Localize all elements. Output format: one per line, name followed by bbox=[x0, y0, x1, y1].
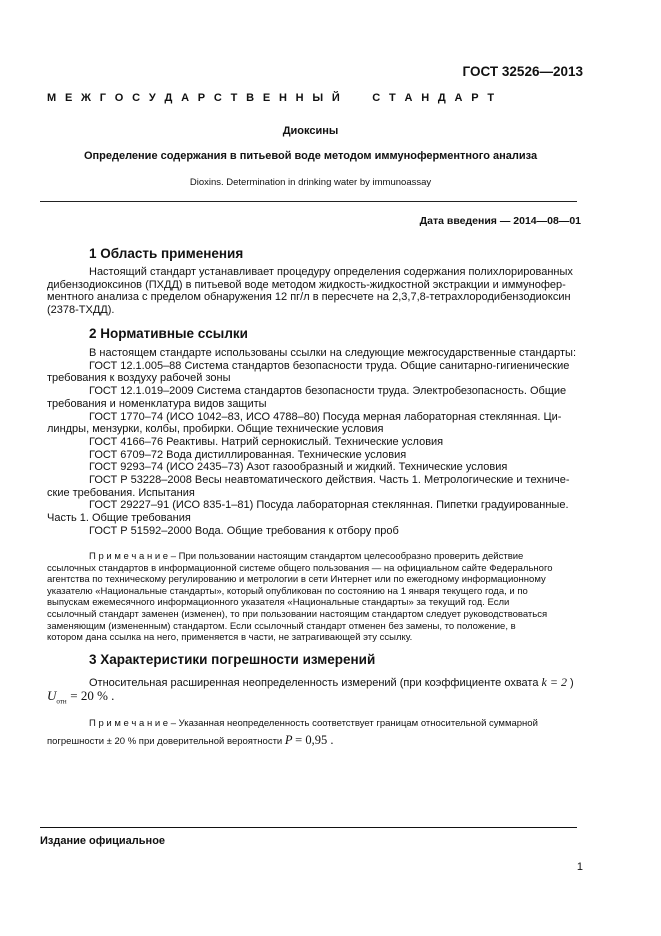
section-3-heading: 3 Характеристики погрешности измерений bbox=[89, 652, 376, 667]
reference-line: ГОСТ 12.1.005–88 Система стандартов безопасности труда. Общие санитарно-гигиенические bbox=[89, 359, 570, 372]
note-line: агентства по техническому регулированию и метрологии в сети Интернет или по ежегодному информационному bbox=[47, 574, 546, 586]
section-2-heading: 2 Нормативные ссылки bbox=[89, 326, 248, 341]
reference-line: требования и номенклатура видов защиты bbox=[47, 397, 267, 410]
p-value: = 0,95 . bbox=[295, 732, 334, 747]
note-line: погрешности ± 20 % при доверительной вероятности P = 0,95 . bbox=[47, 732, 334, 747]
u-value: = 20 % . bbox=[70, 688, 115, 703]
uncertainty-formula bbox=[47, 688, 114, 706]
reference-line: В настоящем стандарте использованы ссылки на следующие межгосударственные стандарты: bbox=[89, 347, 577, 359]
note-line: заменяющим (измененным) стандартом. Если ссылочный стандарт отменен без замены, то положение, в bbox=[47, 620, 516, 632]
u-symbol: U bbox=[47, 688, 57, 703]
uncertainty-line: Относительная расширенная неопределенность измерений (при коэффициенте охвата k = 2 ) bbox=[89, 675, 574, 689]
title-divider bbox=[40, 201, 577, 202]
page-number: 1 bbox=[576, 861, 583, 873]
footer-divider bbox=[40, 827, 577, 828]
reference-line: ГОСТ 9293–74 (ИСО 2435–73) Азот газообразный и жидкий. Технические условия bbox=[89, 461, 508, 474]
reference-line: ГОСТ Р 53228–2008 Весы неавтоматического действия. Часть 1. Метрологические и техниче- bbox=[89, 474, 570, 487]
section-1-line: Настоящий стандарт устанавливает процедуру определения содержания полихлорированных bbox=[89, 266, 573, 278]
note-line: ссылочных стандартов в информационной системе общего пользования — на официальном сайте Федерального bbox=[47, 562, 553, 574]
section-2-note bbox=[47, 551, 584, 644]
reference-line: ГОСТ 12.1.019–2009 Система стандартов безопасности труда. Электробезопасность. Общие bbox=[89, 385, 567, 398]
reference-line: ГОСТ 29227–91 (ИСО 835-1–81) Посуда лабораторная стеклянная. Пипетки градуированные. bbox=[89, 499, 569, 512]
document-title: Диоксины bbox=[282, 125, 339, 137]
note-line: П р и м е ч а н и е – При пользовании настоящим стандартом целесообразно проверить действие bbox=[89, 551, 524, 562]
reference-line: ГОСТ 1770–74 (ИСО 1042–83, ИСО 4788–80) Посуда мерная лабораторная стеклянная. Ци- bbox=[89, 410, 562, 423]
note-line: котором дана ссылка на него, применяется в части, не затрагивающей эту ссылку. bbox=[47, 632, 413, 644]
section-1-line: (2378-ТХДД). bbox=[47, 304, 115, 317]
p-symbol: P bbox=[284, 732, 293, 747]
section-2-references bbox=[47, 347, 584, 538]
note-line: указателю «Национальные стандарты», который опубликован по состоянию на 1 января текущего года, и по bbox=[47, 585, 528, 597]
reference-line: Часть 1. Общие требования bbox=[47, 512, 191, 525]
note-label: П р и м е ч а н и е bbox=[89, 551, 169, 562]
section-1-line: ментного анализа с пределом обнаружения 12 пг/л в пересчете на 2,3,7,8-тетрахлородибензодиоксин bbox=[47, 291, 571, 304]
section-1-line: дибензодиоксинов (ПХДД) в питьевой воде методом жидкость-жидкостной экстракции и иммунофер- bbox=[47, 278, 566, 291]
reference-line: требования к воздуху рабочей зоны bbox=[47, 372, 231, 385]
u-subscript: отн bbox=[56, 697, 67, 706]
document-subtitle: Определение содержания в питьевой воде методом иммуноферментного анализа bbox=[83, 150, 538, 162]
note-label: П р и м е ч а н и е bbox=[89, 718, 169, 729]
reference-line: ГОСТ 4166–76 Реактивы. Натрий сернокислый. Технические условия bbox=[89, 435, 444, 448]
standard-number: ГОСТ 32526—2013 bbox=[462, 64, 583, 79]
standard-type: М Е Ж Г О С У Д А Р С Т В Е Н Н Ы Й С Т А Н Д А Р Т bbox=[47, 92, 497, 104]
intro-date-value: — 2014—08—01 bbox=[499, 215, 581, 227]
coverage-factor: k = 2 bbox=[541, 675, 567, 689]
section-1-heading: 1 Область применения bbox=[89, 246, 244, 261]
intro-date bbox=[420, 215, 581, 227]
section-3-text bbox=[47, 676, 584, 690]
reference-line: ские требования. Испытания bbox=[47, 486, 195, 499]
reference-line: ГОСТ Р 51592–2000 Вода. Общие требования к отбору проб bbox=[89, 524, 399, 537]
reference-line: линдры, мензурки, колбы, пробирки. Общие технические условия bbox=[47, 423, 384, 436]
intro-date-label: Дата введения bbox=[419, 215, 497, 227]
reference-line: ГОСТ 6709–72 Вода дистиллированная. Технические условия bbox=[89, 448, 407, 461]
english-title: Dioxins. Determination in drinking water by immunoassay bbox=[189, 177, 432, 188]
section-3-note bbox=[47, 718, 584, 747]
edition-label: Издание официальное bbox=[40, 835, 166, 847]
section-1-text bbox=[47, 266, 584, 317]
note-line: выпускам ежемесячного информационного указателя «Национальные стандарты» за текущий год. Если bbox=[47, 597, 510, 609]
note-line: П р и м е ч а н и е – Указанная неопределенность соответствует границам относительной суммарной bbox=[89, 718, 538, 729]
note-line: ссылочный стандарт заменен (изменен), то при пользовании настоящим стандартом следует руководствоваться bbox=[47, 608, 548, 620]
